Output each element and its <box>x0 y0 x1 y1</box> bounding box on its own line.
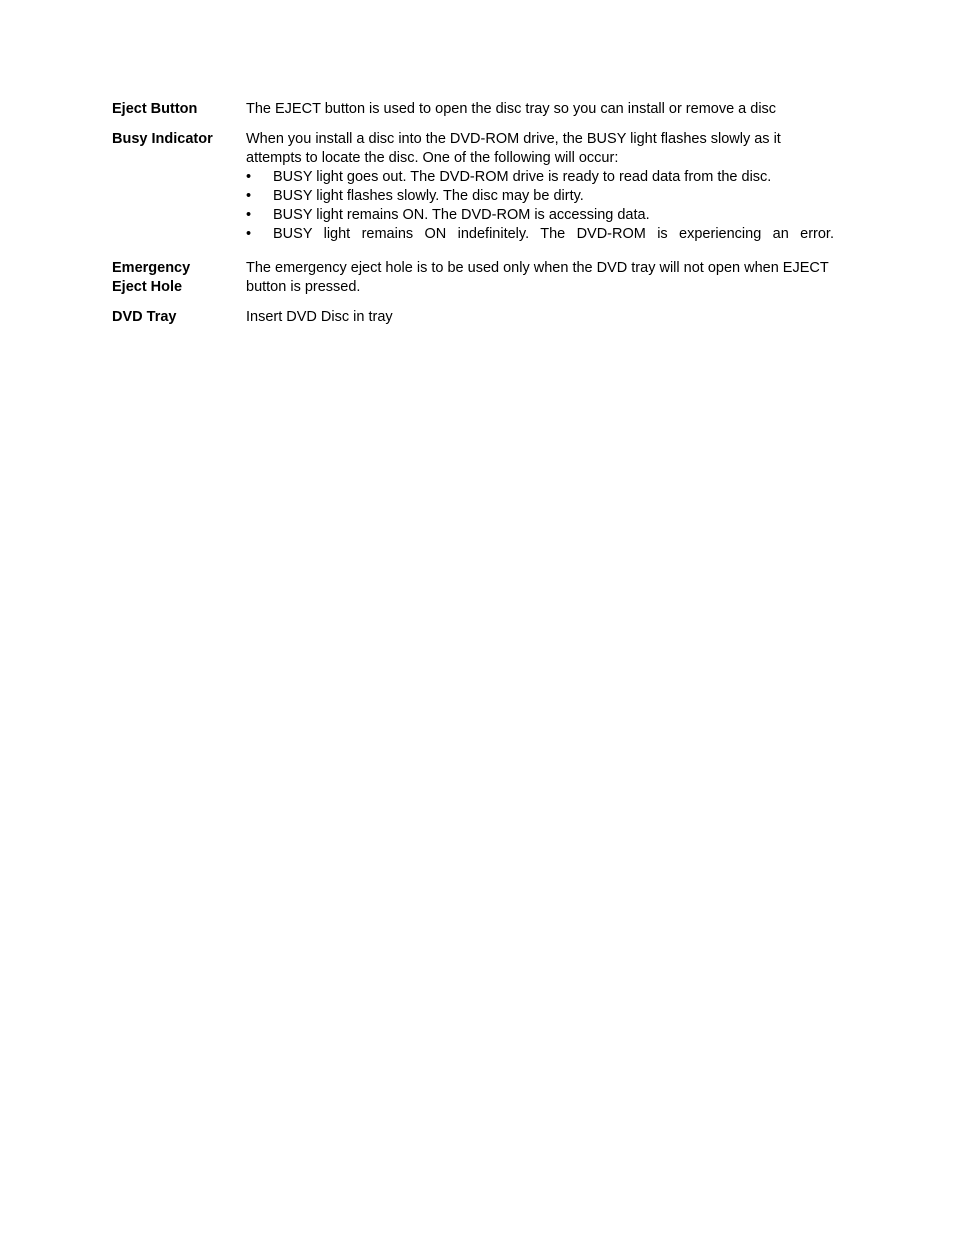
entry-emergency-eject-hole <box>112 259 834 297</box>
bullet-glyph: • <box>246 188 252 204</box>
term-eject-button: Eject Button <box>112 101 198 117</box>
list-item <box>246 187 834 206</box>
term-line-2: Eject Hole <box>112 279 183 295</box>
desc-busy-indicator <box>246 130 834 244</box>
desc-busy-indicator-intro: When you install a disc into the DVD-ROM drive, the BUSY light flashes slowly as it attempts to locate the disc. One of the following will occur: <box>246 131 781 166</box>
list-item-text: BUSY light flashes slowly. The disc may be dirty. <box>273 188 584 204</box>
entry-eject-button <box>112 100 834 119</box>
busy-indicator-bullet-list <box>246 168 834 244</box>
bullet-glyph: • <box>246 226 252 242</box>
bullet-glyph: • <box>246 169 252 185</box>
list-item <box>246 225 834 244</box>
desc-emergency-eject-hole <box>246 259 834 297</box>
desc-emergency-eject-hole-text: The emergency eject hole is to be used only when the DVD tray will not open when EJECT button is pressed. <box>246 260 829 295</box>
term-emergency-eject-hole <box>112 259 246 297</box>
document-page <box>112 100 834 338</box>
desc-eject-button-text: The EJECT button is used to open the disc tray so you can install or remove a disc <box>246 101 777 117</box>
list-item-text: BUSY light remains ON indefinitely. The DVD-ROM is experiencing an error. <box>273 226 834 242</box>
list-item <box>246 168 834 187</box>
entry-busy-indicator <box>112 130 834 244</box>
bullet-glyph: • <box>246 207 252 223</box>
entry-dvd-tray <box>112 308 834 327</box>
list-item <box>246 206 834 225</box>
desc-eject-button <box>246 100 834 119</box>
desc-dvd-tray <box>246 308 834 327</box>
term-line-1: Emergency <box>112 260 191 276</box>
term-dvd-tray: DVD Tray <box>112 309 177 325</box>
term-busy-indicator: Busy Indicator <box>112 131 213 147</box>
list-item-text: BUSY light goes out. The DVD-ROM drive is ready to read data from the disc. <box>273 169 772 185</box>
list-item-text: BUSY light remains ON. The DVD-ROM is accessing data. <box>273 207 650 223</box>
desc-dvd-tray-text: Insert DVD Disc in tray <box>246 309 393 325</box>
